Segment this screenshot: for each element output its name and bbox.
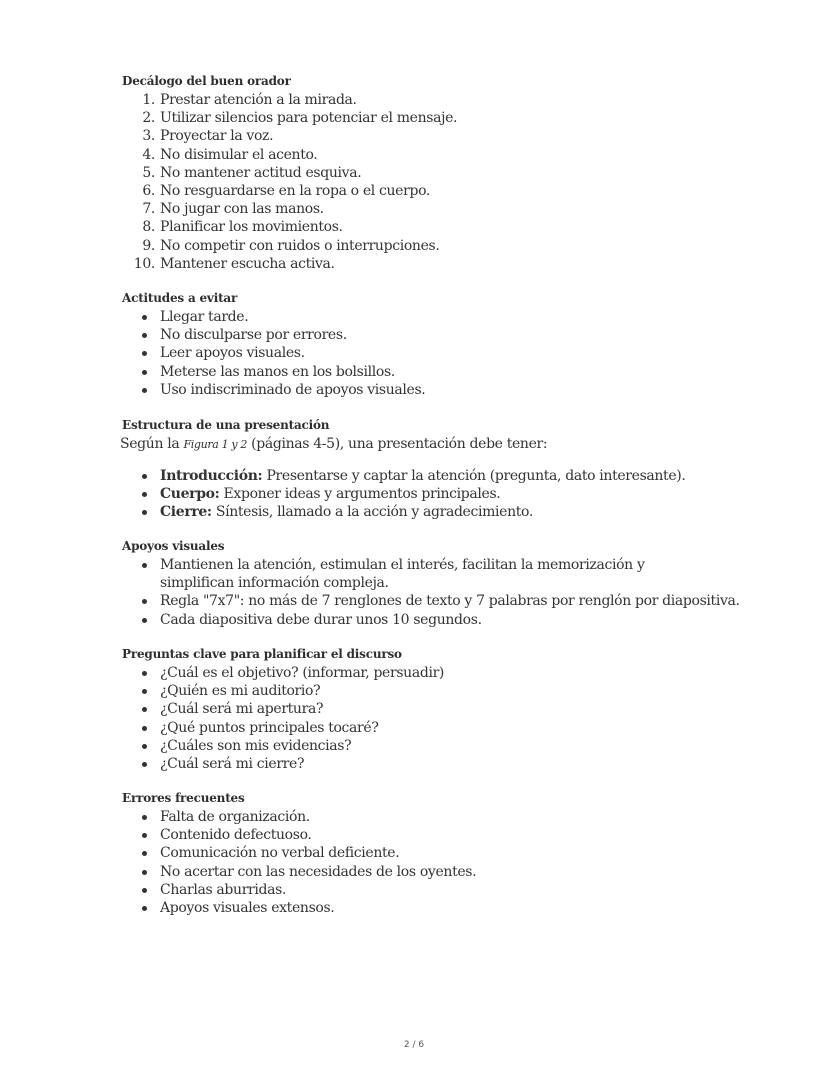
list-item-text: Regla "7x7": no más de 7 renglones de texto y 7 palabras por renglón por diapositiva. xyxy=(160,593,740,610)
list-item-lead: Cierre: xyxy=(160,504,212,521)
bullet-icon xyxy=(142,492,147,497)
list-item xyxy=(122,863,722,881)
list-number: 1. xyxy=(142,92,155,108)
list-number: 7. xyxy=(142,201,155,218)
list-item-text: Síntesis, llamado a la acción y agradecimiento. xyxy=(211,504,533,521)
bullet-list xyxy=(122,664,722,773)
bullet-list xyxy=(122,308,722,399)
list-item xyxy=(122,164,722,182)
list-item-text: ¿Quién es mi auditorio? xyxy=(160,683,321,700)
list-item-text: Utilizar silencios para potenciar el mensaje. xyxy=(160,110,458,127)
list-number: 6. xyxy=(142,183,155,200)
bullet-icon xyxy=(142,707,147,712)
bullet-icon xyxy=(142,762,147,767)
list-item-text: No disimular el acento. xyxy=(160,146,318,163)
bullet-icon xyxy=(142,315,147,320)
list-item-text: Apoyos visuales extensos. xyxy=(160,900,335,917)
bullet-icon xyxy=(142,563,147,568)
bullet-icon xyxy=(142,370,147,375)
bullet-icon xyxy=(142,870,147,875)
bullet-icon xyxy=(142,599,147,604)
section-actitudes xyxy=(122,289,722,399)
list-item-text: Falta de organización. xyxy=(160,809,310,825)
list-item xyxy=(122,592,740,610)
list-item-text: Exponer ideas y argumentos principales. xyxy=(219,486,501,503)
list-item-text: No disculparse por errores. xyxy=(160,327,347,344)
list-item-text: ¿Cuál será mi cierre? xyxy=(160,756,305,773)
list-item-text: Charlas aburridas. xyxy=(160,881,287,898)
bullet-icon xyxy=(142,833,147,838)
list-item xyxy=(122,611,722,629)
intro-paragraph xyxy=(120,435,722,454)
bullet-icon xyxy=(142,333,147,338)
bullet-icon xyxy=(142,689,147,694)
list-item-text: Contenido defectuoso. xyxy=(160,827,312,844)
list-item xyxy=(122,737,722,755)
figure-reference: Figura 1 y 2 xyxy=(183,438,248,451)
list-item-text: Mantener escucha activa. xyxy=(160,255,335,272)
list-item xyxy=(122,200,722,218)
bullet-icon xyxy=(142,906,147,911)
bullet-icon xyxy=(142,851,147,856)
list-item-text: Presentarse y captar la atención (pregunta, dato interesante). xyxy=(262,468,686,484)
list-number: 10. xyxy=(133,255,155,272)
list-item xyxy=(122,127,722,145)
bullet-icon xyxy=(142,671,147,676)
list-item-text: Proyectar la voz. xyxy=(160,128,274,145)
bullet-icon xyxy=(142,474,147,479)
list-number: 3. xyxy=(142,128,155,145)
list-item xyxy=(122,503,722,521)
list-item xyxy=(122,237,722,255)
list-item xyxy=(122,881,722,899)
list-item-text: Prestar atención a la mirada. xyxy=(160,92,357,108)
list-item-text: Planificar los movimientos. xyxy=(160,219,343,236)
list-item-lead: Introducción: xyxy=(160,468,263,484)
list-number: 2. xyxy=(142,110,155,127)
list-item-text: ¿Cuál será mi apertura? xyxy=(160,701,324,718)
list-item-text: No resguardarse en la ropa o el cuerpo. xyxy=(160,183,431,200)
section-decalogo xyxy=(122,72,722,273)
bullet-icon xyxy=(142,815,147,820)
list-item xyxy=(122,755,722,773)
bullet-icon xyxy=(142,510,147,515)
list-item-text: No competir con ruidos o interrupciones. xyxy=(160,237,440,254)
section-heading: Decálogo del buen orador xyxy=(122,74,291,88)
section-preguntas xyxy=(122,645,722,773)
section-apoyos xyxy=(122,537,740,629)
list-number: 4. xyxy=(142,146,155,163)
bullet-list xyxy=(122,556,740,629)
list-item xyxy=(122,255,722,273)
list-item-text: Cada diapositiva debe durar unos 10 segundos. xyxy=(160,611,482,628)
bullet-list xyxy=(122,808,722,917)
list-item xyxy=(122,326,722,344)
list-item xyxy=(122,381,722,399)
list-item-text: Llegar tarde. xyxy=(160,309,249,325)
list-item xyxy=(122,91,722,109)
list-item xyxy=(122,682,722,700)
list-item-text: Uso indiscriminado de apoyos visuales. xyxy=(160,381,426,398)
list-item xyxy=(122,808,722,826)
section-estructura xyxy=(122,416,722,522)
list-item-text: ¿Cuáles son mis evidencias? xyxy=(160,737,352,754)
bullet-icon xyxy=(142,351,147,356)
list-item xyxy=(122,844,722,862)
bullet-icon xyxy=(142,744,147,749)
section-heading: Actitudes a evitar xyxy=(122,291,238,305)
list-item xyxy=(122,664,722,682)
bullet-icon xyxy=(142,618,147,623)
list-item-text: Meterse las manos en los bolsillos. xyxy=(160,363,395,380)
list-item xyxy=(122,700,722,718)
list-item-text: Leer apoyos visuales. xyxy=(160,345,305,362)
list-item-text: No acertar con las necesidades de los oyentes. xyxy=(160,863,477,880)
list-number: 5. xyxy=(142,164,155,181)
list-item-text: Comunicación no verbal deficiente. xyxy=(160,845,400,862)
list-item xyxy=(122,556,708,592)
list-item xyxy=(122,467,722,485)
list-item-text: ¿Qué puntos principales tocaré? xyxy=(160,719,379,736)
list-item xyxy=(122,218,722,236)
list-item xyxy=(122,485,722,503)
list-item xyxy=(122,146,722,164)
list-item xyxy=(122,182,722,200)
bullet-icon xyxy=(142,888,147,893)
list-item-text: No jugar con las manos. xyxy=(160,201,324,218)
bullet-list xyxy=(122,467,722,522)
page-indicator: 2 / 6 xyxy=(403,1040,425,1050)
list-item-text: ¿Cuál es el objetivo? (informar, persuadir) xyxy=(160,665,445,681)
list-item-lead: Cuerpo: xyxy=(160,486,220,503)
bullet-icon xyxy=(142,726,147,731)
list-item xyxy=(122,719,722,737)
list-item xyxy=(122,363,722,381)
section-heading: Errores frecuentes xyxy=(122,791,245,805)
list-item xyxy=(122,308,722,326)
list-number: 9. xyxy=(142,237,155,254)
list-item xyxy=(122,826,722,844)
list-item xyxy=(122,109,722,127)
intro-text: Según la xyxy=(120,436,184,452)
list-item-text: No mantener actitud esquiva. xyxy=(160,164,362,181)
section-errores xyxy=(122,789,722,917)
intro-text: (páginas 4-5), una presentación debe tener: xyxy=(247,436,548,452)
section-heading: Estructura de una presentación xyxy=(122,418,330,432)
section-heading: Preguntas clave para planificar el discurso xyxy=(122,647,402,661)
list-item xyxy=(122,344,722,362)
bullet-icon xyxy=(142,388,147,393)
numbered-list xyxy=(122,91,722,273)
section-heading: Apoyos visuales xyxy=(122,539,225,553)
list-item-text: Mantienen la atención, estimulan el interés, facilitan la memorización y simplifican información compleja. xyxy=(160,557,645,592)
list-number: 8. xyxy=(142,219,155,236)
list-item xyxy=(122,899,722,917)
